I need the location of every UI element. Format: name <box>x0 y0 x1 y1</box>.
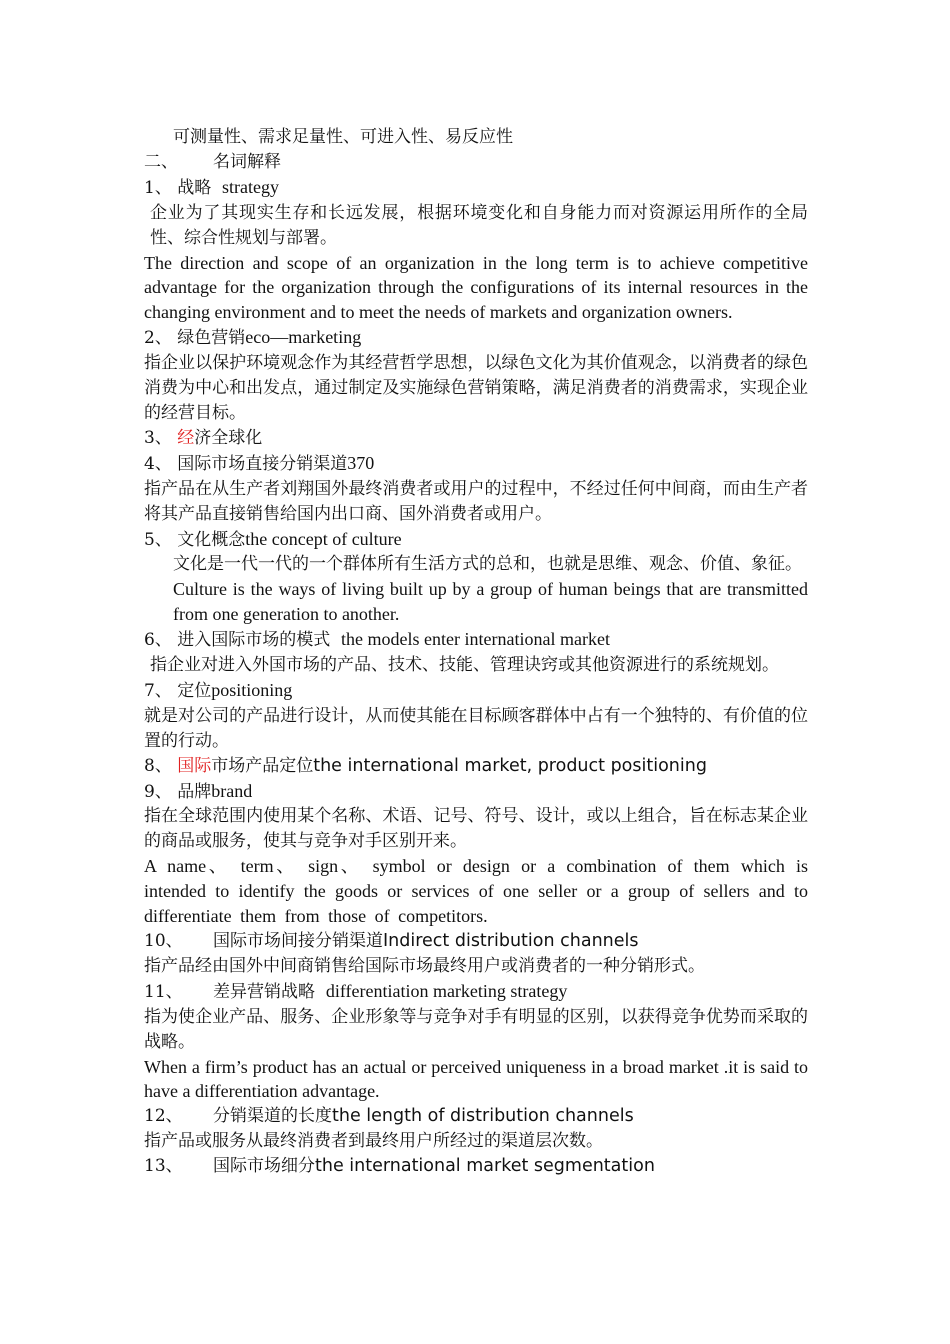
term-zh: 济全球化 <box>194 427 263 448</box>
term-en: the international market, product positioning <box>313 755 707 776</box>
term-5-def-zh: 文化是一代一代的一个群体所有生活方式的总和，也就是思维、观念、价值、象征。 <box>173 554 802 575</box>
term-en: Indirect distribution channels <box>383 931 639 951</box>
term-zh: 国际市场间接分销渠道 <box>213 931 383 951</box>
term-en: strategy <box>222 176 280 197</box>
term-zh: 绿色营销 <box>177 328 246 349</box>
term-en: the concept of culture <box>245 528 402 549</box>
intro-line: 可测量性、需求足量性、可进入性、易反应性 <box>173 127 513 147</box>
term-13-heading <box>144 1154 808 1179</box>
term-number: 3、 <box>144 427 172 448</box>
term-zh: 差异营销战略 <box>213 981 315 1002</box>
term-7-heading <box>144 678 808 704</box>
term-10-def-zh: 指产品经由国外中间商销售给国际市场最终用户或消费者的一种分销形式。 <box>144 955 705 976</box>
term-en: differentiation marketing strategy <box>325 980 568 1001</box>
term-4-heading <box>144 451 808 477</box>
term-number: 6、 <box>144 630 172 651</box>
term-9-def-zh: 指在全球范围内使用某个名称、术语、记号、符号、设计，或以上组合，旨在标志某企业的商品或服务，使其与竞争对手区别开来。 <box>144 806 808 852</box>
section-heading <box>144 150 808 175</box>
term-number: 9、 <box>144 781 172 802</box>
term-en: the models enter international market <box>341 629 610 650</box>
term-number: 7、 <box>144 680 172 701</box>
term-1-def-zh: 企业为了其现实生存和长远发展，根据环境变化和自身能力而对资源运用所作的全局性、综合性规划与部署。 <box>150 202 808 248</box>
term-zh: 市场产品定位 <box>211 755 314 776</box>
term-en: eco—marketing <box>245 327 362 348</box>
term-en: positioning <box>211 679 293 700</box>
term-4-def-zh: 指产品在从生产者刘翔国外最终消费者或用户的过程中，不经过任何中间商，而由生产者将其产品直接销售给国内出口商、国外消费者或用户。 <box>144 478 808 524</box>
term-number: 4、 <box>144 453 172 474</box>
term-number: 5、 <box>144 529 172 550</box>
term-11-heading <box>144 979 808 1005</box>
term-9-heading <box>144 779 808 805</box>
term-11-def-en: When a firm’s product has an actual or perceived uniqueness in a broad market .it is said to have a differentiation advantage. <box>144 1056 808 1102</box>
term-10-heading <box>144 929 808 954</box>
term-2-heading <box>144 325 808 351</box>
term-zh: 国际市场直接分销渠道 <box>177 453 348 474</box>
term-en: the length of distribution channels <box>332 1106 634 1127</box>
document-page <box>144 125 808 1179</box>
term-number: 2、 <box>144 328 172 349</box>
term-6-heading <box>144 627 808 653</box>
term-number: 10、 <box>144 931 183 951</box>
term-2-def-zh: 指企业以保护环境观念作为其经营哲学思想，以绿色文化为其价值观念，以消费者的绿色消费为中心和出发点，通过制定及实施绿色营销策略，满足消费者的消费需求，实现企业的经营目标。 <box>144 353 808 423</box>
term-en: brand <box>211 780 253 801</box>
term-number: 1、 <box>144 177 172 198</box>
section-number: 二、 <box>144 151 178 172</box>
term-12-def-zh: 指产品或服务从最终消费者到最终用户所经过的渠道层次数。 <box>144 1131 603 1152</box>
term-zh: 定位 <box>177 680 212 701</box>
term-8-heading <box>144 754 808 779</box>
term-number: 13、 <box>144 1156 183 1177</box>
term-1-def-en: The direction and scope of an organization in the long term is to achieve competitive advantage for the organization through the configurations of its internal resources in the changing environment and to meet the needs of markets and organization owners. <box>144 252 808 323</box>
term-12-heading <box>144 1104 808 1129</box>
term-zh: 国际市场细分 <box>213 1156 315 1177</box>
term-number: 12、 <box>144 1106 183 1127</box>
term-5-heading <box>144 527 808 553</box>
term-zh-highlight: 经 <box>177 427 195 448</box>
term-zh: 品牌 <box>177 781 212 802</box>
term-zh: 文化概念 <box>177 529 246 550</box>
term-number: 11、 <box>144 981 183 1002</box>
term-9-def-en: A name、 term、 sign、 symbol or design or a combination of them which is intended to identify the goods or services of one seller or a group of sellers and to differentiate them from those of competitors. <box>144 856 808 927</box>
term-3-heading <box>144 426 808 451</box>
term-6-def-zh: 指企业对进入外国市场的产品、技术、技能、管理诀窍或其他资源进行的系统规划。 <box>150 655 779 676</box>
term-7-def-zh: 就是对公司的产品进行设计，从而使其能在目标顾客群体中占有一个独特的、有价值的位置的行动。 <box>144 705 808 751</box>
term-zh: 分销渠道的长度 <box>213 1106 332 1127</box>
term-zh-highlight: 国际 <box>177 755 212 776</box>
term-1-heading <box>144 175 808 201</box>
term-page-ref: 370 <box>347 452 375 473</box>
term-5-def-en: Culture is the ways of living built up by a group of human beings that are transmitted from one generation to another. <box>173 579 808 625</box>
term-zh: 进入国际市场的模式 <box>177 630 331 651</box>
term-number: 8、 <box>144 755 172 776</box>
term-en: the international market segmentation <box>315 1156 655 1177</box>
term-11-def-zh: 指为使企业产品、服务、企业形象等与竞争对手有明显的区别，以获得竞争优势而采取的战略。 <box>144 1006 808 1052</box>
section-title: 名词解释 <box>213 151 281 172</box>
term-zh: 战略 <box>177 177 212 198</box>
